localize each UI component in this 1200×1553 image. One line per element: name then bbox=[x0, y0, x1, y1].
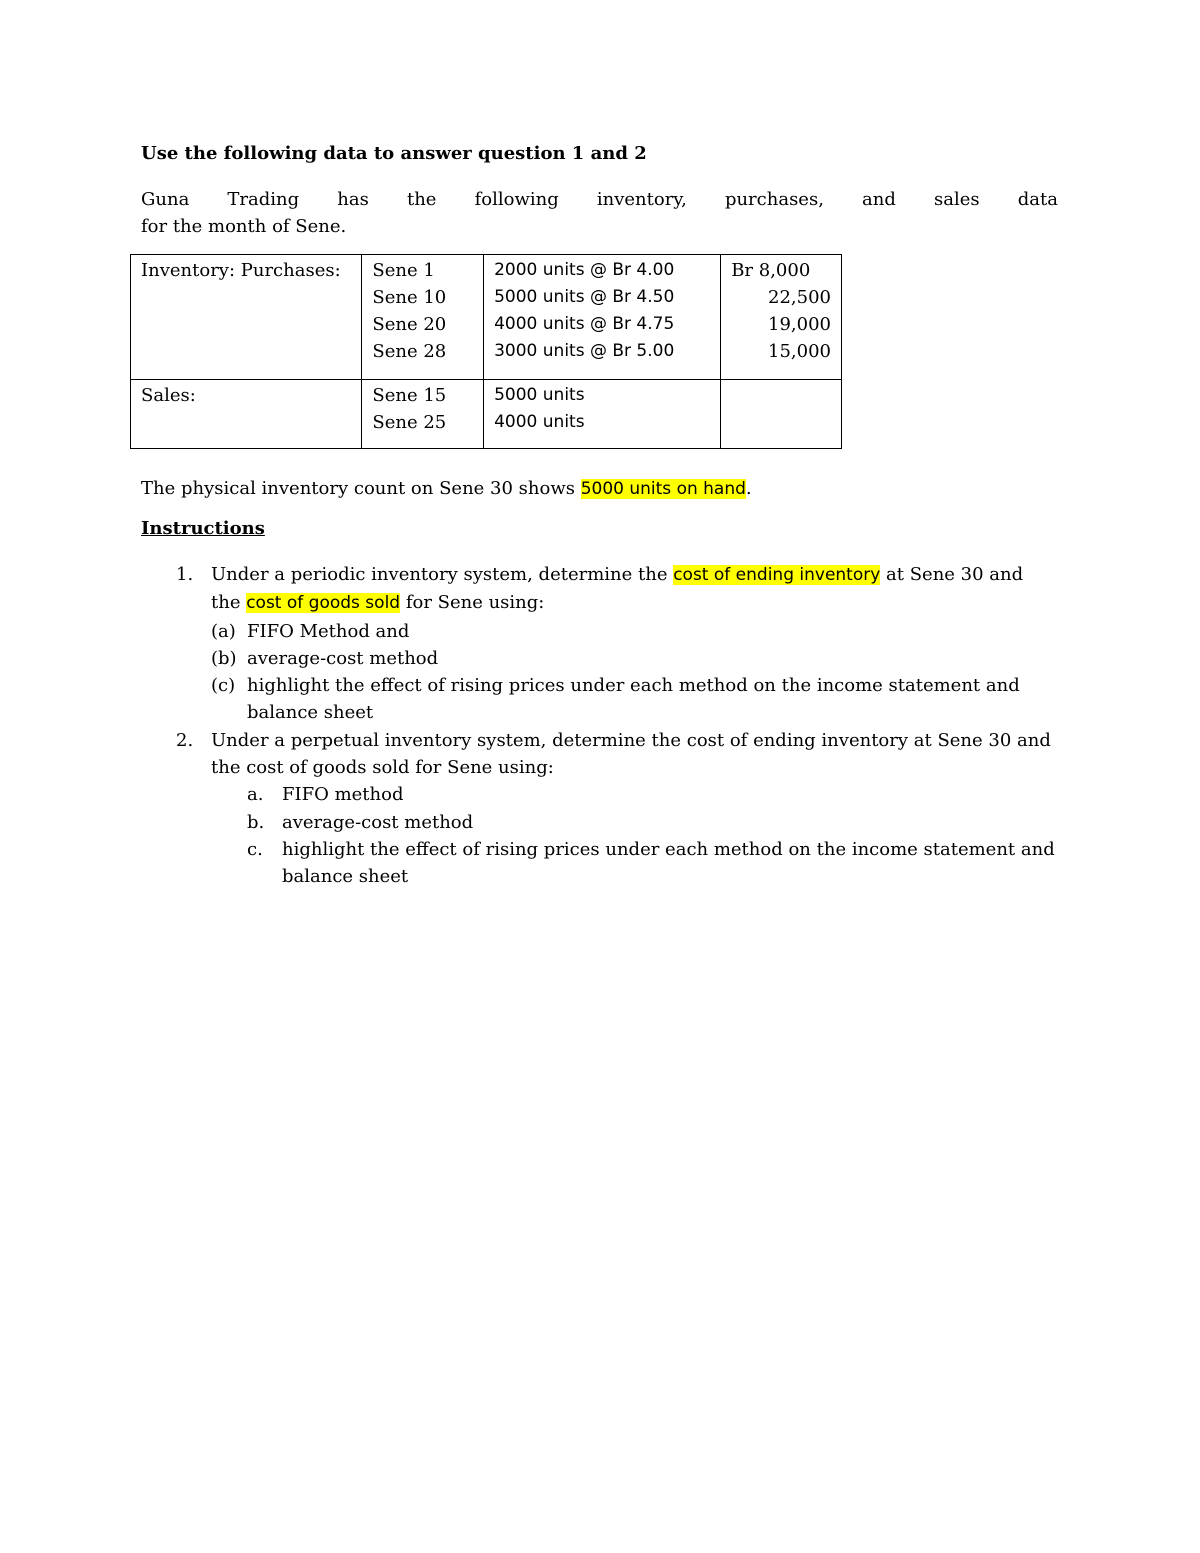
purchase-date: Sene 28 bbox=[372, 341, 447, 362]
sales-amounts-empty bbox=[721, 380, 842, 449]
question-2-line-1: Under a perpetual inventory system, determine the cost of ending inventory at Sene 30 and bbox=[211, 729, 1051, 751]
sale-quantity: 5000 units bbox=[494, 385, 585, 405]
intro-word: Guna bbox=[141, 189, 190, 210]
intro-word: inventory, bbox=[596, 189, 687, 210]
sub-label: a. bbox=[247, 784, 264, 806]
question-1-sub-a bbox=[141, 618, 1061, 645]
intro-word: and bbox=[862, 189, 896, 210]
sale-quantity: 4000 units bbox=[494, 412, 585, 432]
purchase-date: Sene 1 bbox=[372, 260, 435, 281]
question-1-line-2 bbox=[211, 589, 1061, 617]
purchases-dates bbox=[362, 255, 484, 380]
intro-word: Trading bbox=[227, 189, 300, 210]
purchase-amount: Br 8,000 bbox=[731, 260, 811, 281]
sub-text-continued: balance sheet bbox=[282, 866, 409, 888]
purchases-quantities bbox=[484, 255, 721, 380]
sub-label: b. bbox=[247, 811, 265, 833]
sub-text-continued: balance sheet bbox=[247, 702, 374, 724]
intro-paragraph bbox=[141, 186, 1058, 240]
physical-end: . bbox=[745, 478, 752, 499]
sales-quantities bbox=[484, 380, 721, 449]
sub-text: average-cost method bbox=[247, 647, 439, 669]
physical-highlight: 5000 units on hand bbox=[580, 479, 746, 499]
purchase-quantity: 5000 units @ Br 4.50 bbox=[494, 287, 675, 307]
sub-label: (c) bbox=[211, 675, 236, 697]
purchases-amounts bbox=[721, 255, 842, 380]
instructions-list bbox=[141, 561, 1061, 891]
inventory-table bbox=[130, 254, 842, 449]
question-1-sub-b bbox=[141, 645, 1061, 672]
purchase-amount: 15,000 bbox=[768, 341, 831, 362]
sub-text: highlight the effect of rising prices under each method on the income statement and bbox=[282, 838, 1055, 860]
purchase-amount: 22,500 bbox=[768, 287, 831, 308]
physical-count-sentence bbox=[141, 475, 752, 503]
heading: Use the following data to answer question 1 and 2 bbox=[141, 143, 647, 164]
text-run: Under a periodic inventory system, determine the bbox=[211, 564, 674, 585]
question-1-sub-c bbox=[141, 672, 1061, 727]
sub-text: highlight the effect of rising prices under each method on the income statement and bbox=[247, 675, 1020, 697]
sales-dates bbox=[362, 380, 484, 449]
purchase-amount: 19,000 bbox=[768, 314, 831, 335]
intro-word: following bbox=[474, 189, 559, 210]
table-row-purchases bbox=[131, 255, 842, 380]
purchase-quantity: 2000 units @ Br 4.00 bbox=[494, 260, 675, 280]
intro-line-1 bbox=[141, 186, 1058, 213]
sub-text: FIFO method bbox=[282, 784, 404, 806]
intro-line-2: for the month of Sene. bbox=[141, 216, 347, 237]
text-run: for Sene using: bbox=[400, 592, 545, 614]
table-row-sales bbox=[131, 380, 842, 449]
instructions-title: Instructions bbox=[141, 518, 265, 539]
sub-label: (b) bbox=[211, 647, 237, 669]
question-2-line-2: the cost of goods sold for Sene using: bbox=[211, 757, 554, 779]
purchase-quantity: 4000 units @ Br 4.75 bbox=[494, 314, 675, 334]
intro-word: data bbox=[1017, 189, 1058, 210]
intro-word: the bbox=[406, 189, 437, 210]
highlight-ending-inventory: cost of ending inventory bbox=[673, 565, 881, 585]
purchase-quantity: 3000 units @ Br 5.00 bbox=[494, 341, 675, 361]
intro-word: sales bbox=[934, 189, 980, 210]
sub-label: c. bbox=[247, 838, 263, 860]
question-1 bbox=[141, 561, 1061, 618]
question-number: 2. bbox=[176, 729, 194, 751]
question-1-line-1 bbox=[211, 561, 1061, 589]
sale-date: Sene 15 bbox=[372, 385, 447, 406]
highlight-cogs: cost of goods sold bbox=[246, 593, 401, 614]
question-2-sub-b bbox=[141, 809, 1061, 836]
purchases-label: Inventory: Purchases: bbox=[131, 255, 362, 380]
question-2 bbox=[141, 727, 1061, 782]
purchase-date: Sene 20 bbox=[372, 314, 447, 335]
text-run: at Sene 30 and bbox=[880, 564, 1024, 585]
purchase-date: Sene 10 bbox=[372, 287, 447, 308]
question-2-sub-c bbox=[141, 836, 1061, 891]
intro-word: has bbox=[337, 189, 369, 210]
intro-word: purchases, bbox=[724, 189, 824, 210]
physical-text: The physical inventory count on Sene 30 shows bbox=[141, 478, 581, 499]
question-2-sub-a bbox=[141, 781, 1061, 808]
sales-label: Sales: bbox=[131, 380, 362, 449]
sub-text: FIFO Method and bbox=[247, 620, 410, 642]
sub-label: (a) bbox=[211, 620, 236, 642]
sale-date: Sene 25 bbox=[372, 412, 447, 433]
sub-text: average-cost method bbox=[282, 811, 474, 833]
text-run: the bbox=[211, 592, 247, 614]
question-number: 1. bbox=[176, 564, 194, 585]
